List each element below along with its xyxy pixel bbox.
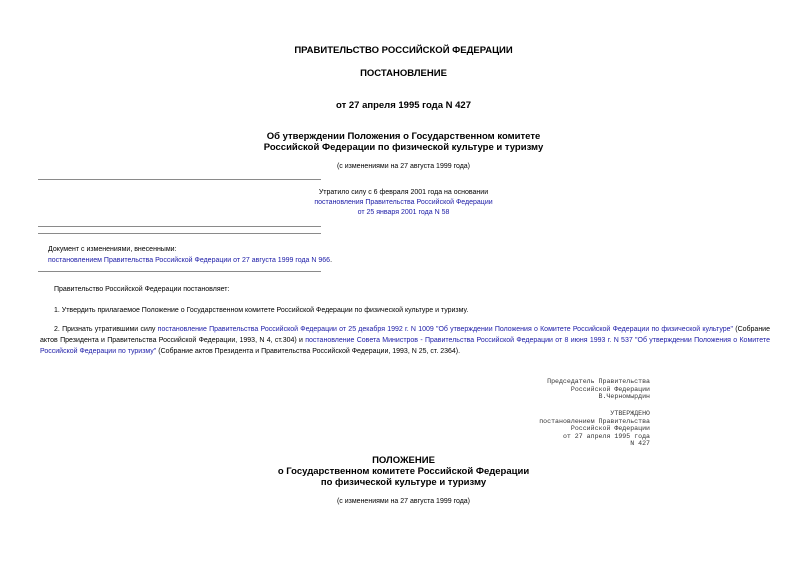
annex-amendment-note: (с изменениями на 27 августа 1999 года)	[336, 498, 471, 505]
approved-line: N 427	[630, 440, 650, 448]
divider	[38, 226, 321, 227]
signature-line: В.Черномырдин	[598, 393, 650, 401]
document-date-number: от 27 апреля 1995 года N 427	[336, 100, 471, 111]
expired-notice-line: Утратило силу с 6 февраля 2001 года на основании	[318, 189, 489, 196]
annex-title: ПОЛОЖЕНИЕ	[372, 455, 435, 466]
approved-block	[539, 410, 650, 448]
annex-title-line-2: о Государственном комитете Российской Федерации	[277, 466, 530, 477]
amendments-block	[48, 244, 368, 266]
divider	[38, 179, 321, 180]
resolution-1009-link[interactable]: постановление Правительства Российской Федерации от 25 декабря 1992 г. N 1009 "Об утверждении Положения о Комитете Российской Федерации по физической культуре"	[157, 326, 734, 333]
signature-line: Председатель Правительства	[547, 378, 650, 385]
item-2-text-end: (Собрание актов Президента и Правительства Российской Федерации, 1993, N 25, ст. 2364).	[156, 348, 461, 355]
item-1-paragraph: 1. Утвердить прилагаемое Положение о Государственном комитете Российской Федерации по физической культуре и туризму.	[54, 307, 469, 314]
amendments-label: Документ с изменениями, внесенными:	[48, 246, 177, 253]
item-2-text-middle: (Собрание актов Президента и Правительства Российской Федерации, 1993, N 4, ст.304) и	[40, 326, 770, 344]
expired-basis-link-line-1[interactable]: постановления Правительства Российской Федерации	[314, 199, 493, 206]
expired-notice	[0, 189, 807, 216]
approved-line: от 27 апреля 1995 года	[562, 432, 650, 440]
approved-line: УТВЕРЖДЕНО	[610, 410, 650, 417]
document-type: ПОСТАНОВЛЕНИЕ	[360, 68, 447, 79]
resolution-537-link[interactable]: постановление Совета Министров - Правительства Российской Федерации от 8 июня 1993 г. N 537 "Об утверждении Положения о Комитете Российской Федерации по туризму"	[40, 337, 770, 355]
divider	[38, 233, 321, 234]
intro-paragraph: Правительство Российской Федерации постановляет:	[54, 286, 230, 293]
item-2-paragraph	[40, 324, 770, 357]
document-title-line-1: Об утверждении Положения о Государственном комитете	[266, 131, 541, 142]
amendments-link[interactable]: постановлением Правительства Российской Федерации от 27 августа 1999 года N 966	[48, 257, 331, 264]
amendments-dot: .	[330, 257, 333, 264]
item-2-text-start: 2. Признать утратившими силу	[54, 326, 158, 333]
annex-title-line-3: по физической культуре и туризму	[320, 477, 487, 488]
approved-line: постановлением Правительства	[539, 417, 650, 425]
government-heading: ПРАВИТЕЛЬСТВО РОССИЙСКОЙ ФЕДЕРАЦИИ	[294, 45, 513, 56]
divider	[38, 271, 321, 272]
amendment-note: (с изменениями на 27 августа 1999 года)	[336, 163, 471, 170]
document-title-line-2: Российской Федерации по физической культуре и туризму	[263, 142, 544, 153]
approved-line: Российской Федерации	[570, 425, 650, 433]
signature-block	[547, 378, 650, 401]
expired-basis-link-line-2[interactable]: от 25 января 2001 года N 58	[357, 209, 450, 216]
signature-line: Российской Федерации	[570, 385, 650, 393]
